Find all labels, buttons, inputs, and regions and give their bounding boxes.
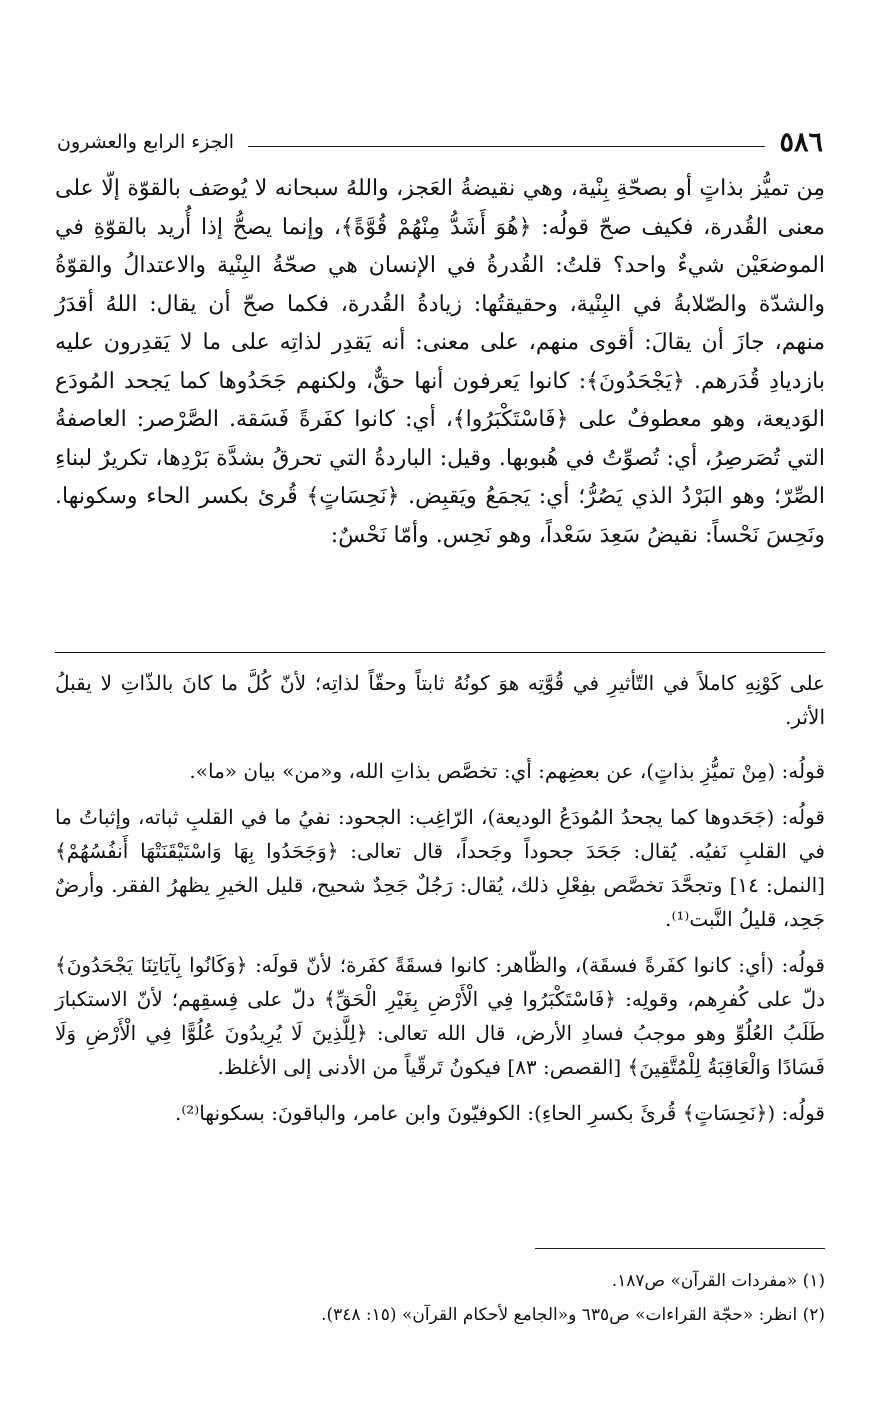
main-text-block (55, 170, 825, 555)
commentary-continuation: على كَوْنِهِ كاملاً في التّأثيرِ في قُوَّتِه هوَ كونُهُ ثابتاً وحقّاً لذاتِه؛ لأنّ كُلَّ ما كانَ بالذّاتِ لا يقبلُ الأثر. (55, 671, 825, 729)
footnote: (٢) انظر: «حجّة القراءات» ص٦٣٥ و«الجامع لأحكام القرآن» (١٥: ٣٤٨). (321, 1305, 825, 1325)
commentary-paragraph: قولُه: (مِنْ تميُّزِ بذاتٍ)، عن بعضِهم: أي: تخصَّص بذاتِ الله، و«من» بيان «ما». (189, 759, 825, 783)
commentary-block (55, 666, 825, 1142)
main-paragraph: مِن تميُّز بذاتٍ أو بصحّةِ بِنْية، وهي نقيضةُ العَجز، واللهُ سبحانه لا يُوصَف بالقوّة إلّا على معنى القُدرة، فكيف صحّ قولُه: ﴿هُوَ أَشَدُّ مِنْهُمْ قُوَّةً﴾، وإنما يصحُّ إذا أُريد بالقوّةِ في الموضعَيْن شيءٌ واحد؟ قلتُ: القُدرةُ في الإنسان هي صحّةُ البِنْية والاعتدالُ والقوّةُ والشدّة والصّلابةُ في البِنْية، وحقيقتُها: زيادةُ القُدرة، فكما صحّ أن يقال: اللهُ أقدَرُ منهم، جازَ أن يقالَ: أقوى منهم، على معنى: أنه يَقدِر لذاتِه على ما لا يَقدِرون عليه بازديادِ قُدَرهم. ﴿يَجْحَدُونَ﴾: كانوا يَعرفون أنها حقٌّ، ولكنهم جَحَدُوها كما يَجحد المُودَع الوَديعة، وهو معطوفٌ على ﴿فَاسْتَكْبَرُوا﴾، أي: كانوا كفَرةً فَسَقة. الصَّرْصر: العاصفةُ التي تُصَرصِرُ، أي: تُصوِّتُ في هُبوبها. وقيل: الباردةُ التي تحرقُ بشدَّة بَرْدِها، تكريرٌ لبناءِ الصِّرّ؛ وهو البَرْدُ الذي يَصُرُّ؛ أي: يَجمَعُ ويَقبِض. ﴿نَحِسَاتٍ﴾ قُرئ بكسر الحاء وسكونها. ونَحِسَ نَحْساً: نقيضُ سَعِدَ سَعْداً، وهو نَحِس. وأمّا نَحْسٌ: (55, 176, 825, 548)
footnote-rule (535, 1248, 825, 1249)
page-header (57, 122, 823, 162)
commentary-paragraph: قولُه: (﴿نَحِسَاتٍ﴾ قُرئَ بكسرِ الحاءِ): الكوفيّونَ وابن عامر، والباقونَ: بسكونها⁽²⁾. (174, 1101, 825, 1125)
header-rule (248, 146, 765, 147)
running-title: الجزء الرابع والعشرون (57, 131, 235, 153)
footnote: (١) «مفردات القرآن» ص١٨٧. (611, 1271, 825, 1291)
text-separator-rule (55, 652, 825, 653)
footnotes-block (55, 1264, 825, 1332)
page-number: ٥٨٦ (779, 126, 823, 158)
commentary-paragraph: قولُه: (جَحَدوها كما يجحدُ المُودَعُ الوديعة)، الرّاغِب: الجحود: نفيُ ما في القلبِ ثباته، وإثباتُ ما في القلبِ نَفيُه. يُقال: جَحَدَ جحوداً وجَحداً، قال تعالى: ﴿وَجَحَدُوا بِهَا وَاسْتَيْقَنَتْهَا أَنفُسُهُمْ﴾ [النمل: ١٤] وتجحَّدَ تخصَّص بفِعْلِ ذلك، يُقال: رَجُلٌ جَحِدٌ شحيح، قليل الخيرِ يظهرُ الفقر. وأرضٌ جَحِد، قليلُ النَّبت⁽¹⁾. (55, 805, 825, 931)
commentary-paragraph: قولُه: (أي: كانوا كفَرةً فسقَة)، والظّاهر: كانوا فسقَةً كفَرة؛ لأنّ قولَه: ﴿وَكَانُوا بِآيَاتِنَا يَجْحَدُونَ﴾ دلّ على كُفرِهم، وقولِه: ﴿فَاسْتَكْبَرُوا فِي الْأَرْضِ بِغَيْرِ الْحَقِّ﴾ دلّ على فِسقِهم؛ لأنّ الاستكبارَ طَلَبُ العُلُوِّ وهو موجبُ فسادِ الأرض، قال الله تعالى: ﴿لِلَّذِينَ لَا يُرِيدُونَ عُلُوًّا فِي الْأَرْضِ وَلَا فَسَادًا وَالْعَاقِبَةُ لِلْمُتَّقِينَ﴾ [القصص: ٨٣] فيكونُ تَرقّياً من الأدنى إلى الأغلظ. (55, 953, 825, 1079)
